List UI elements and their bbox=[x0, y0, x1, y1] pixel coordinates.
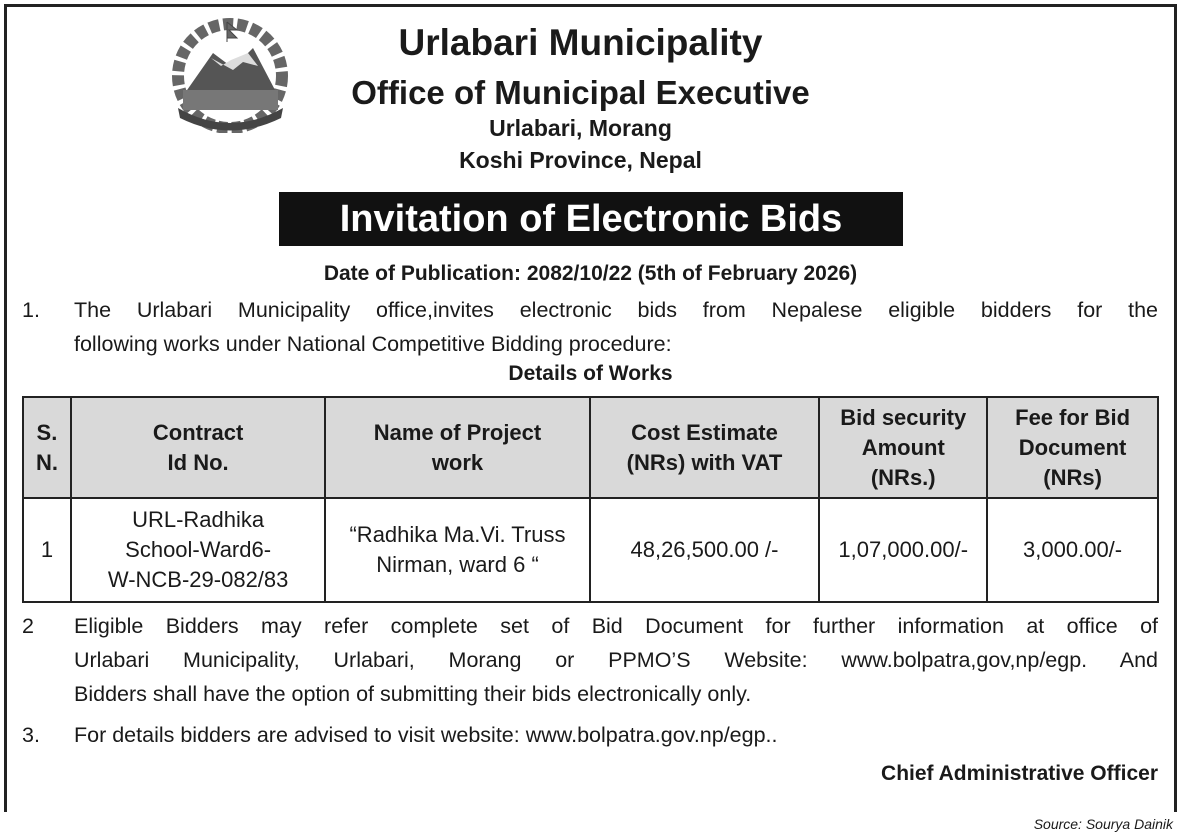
header-bid-security: Bid security Amount (NRs.) bbox=[819, 397, 987, 498]
para-line: The Urlabari Municipality office,invites electronic bids from Nepalese eligible bidders for the bbox=[74, 298, 1158, 322]
notice-title: Invitation of Electronic Bids bbox=[279, 192, 903, 246]
cell-cost: 48,26,500.00 /- bbox=[590, 498, 820, 602]
para-line: Eligible Bidders may refer complete set of Bid Document for further information at office of bbox=[74, 614, 1158, 638]
cell-security: 1,07,000.00/- bbox=[819, 498, 987, 602]
org-name: Urlabari Municipality bbox=[398, 22, 763, 63]
para-number: 3. bbox=[22, 723, 40, 747]
header-sn: S. N. bbox=[23, 397, 71, 498]
header-contract-id: Contract Id No. bbox=[71, 397, 325, 498]
address-line-1: Urlabari, Morang bbox=[489, 115, 672, 141]
office-name: Office of Municipal Executive bbox=[351, 74, 810, 111]
cell-sn: 1 bbox=[23, 498, 71, 602]
source-credit: Source: Sourya Dainik bbox=[1033, 816, 1173, 832]
address-line-2: Koshi Province, Nepal bbox=[459, 147, 702, 173]
header-project-name: Name of Project work bbox=[325, 397, 589, 498]
paragraph-3 bbox=[22, 718, 1158, 752]
para-line: Urlabari Municipality, Urlabari, Morang or PPMO’S Website: www.bolpatra,gov,np/egp. And bbox=[74, 648, 1158, 672]
cell-project-name: “Radhika Ma.Vi. Truss Nirman, ward 6 “ bbox=[325, 498, 589, 602]
details-heading: Details of Works bbox=[508, 362, 673, 385]
cell-fee: 3,000.00/- bbox=[987, 498, 1158, 602]
para-line: For details bidders are advised to visit website: www.bolpatra.gov.np/egp.. bbox=[74, 723, 778, 747]
signature-title: Chief Administrative Officer bbox=[881, 762, 1158, 785]
works-table bbox=[22, 396, 1159, 603]
paragraph-2 bbox=[22, 609, 1158, 711]
header-cost-estimate: Cost Estimate (NRs) with VAT bbox=[590, 397, 820, 498]
cell-contract-id: URL-Radhika School-Ward6- W-NCB-29-082/83 bbox=[71, 498, 325, 602]
publication-date: Date of Publication: 2082/10/22 (5th of February 2026) bbox=[323, 262, 858, 285]
para-line: Bidders shall have the option of submitting their bids electronically only. bbox=[74, 682, 752, 706]
para-number: 1. bbox=[22, 298, 40, 322]
table-row bbox=[23, 498, 1158, 602]
para-line: following works under National Competitive Bidding procedure: bbox=[74, 332, 672, 356]
table-header-row bbox=[23, 397, 1158, 498]
paragraph-1 bbox=[22, 293, 1158, 361]
header-fee: Fee for Bid Document (NRs) bbox=[987, 397, 1158, 498]
para-number: 2 bbox=[22, 614, 34, 638]
